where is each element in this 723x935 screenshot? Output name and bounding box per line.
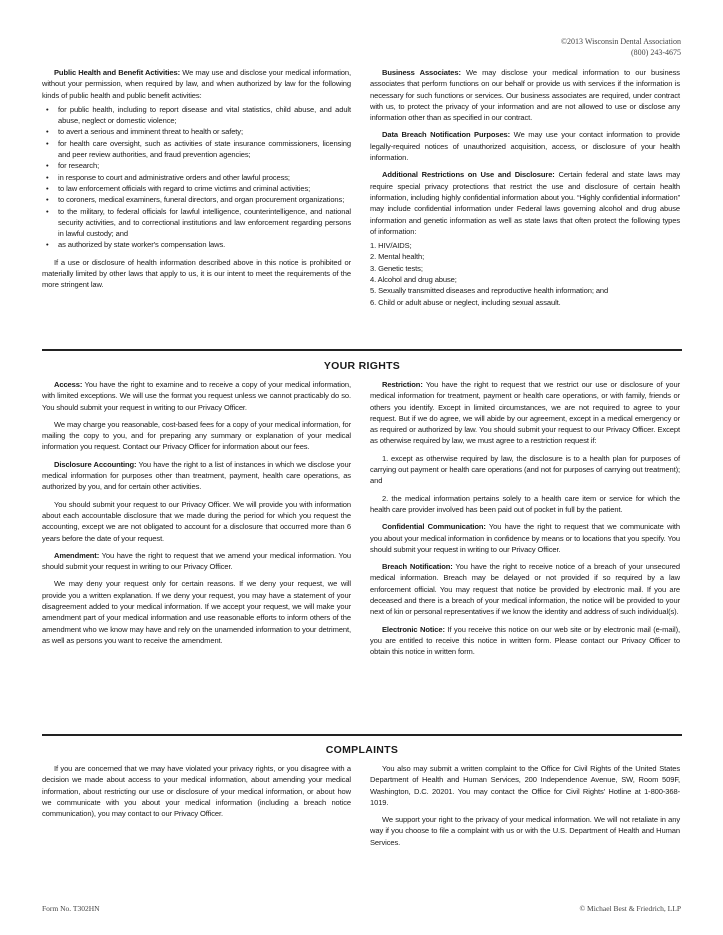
additional-restrictions-title: Additional Restrictions on Use and Disclosure: (382, 170, 555, 180)
list-item: • to the military, to federal officials for lawful intelligence, counterintelligence, and national security activities, and to correctional institutions and law enforcement regarding persons in lawful custody; and (42, 206, 351, 240)
no-retaliation-paragraph: We support your right to the privacy of your medical information. We will not retaliate in any way if you choose to file a complaint with us or with the U.S. Department of Health and Human Services. (370, 815, 680, 847)
list-item: 6. Child or adult abuse or neglect, including sexual assault. (370, 297, 561, 307)
data-breach-title: Data Breach Notification Purposes: (382, 130, 511, 140)
confidential-communication-paragraph: Confidential Communication: You have the right to request that we communicate with you about your medical information in confidence by means or to locations that you specify. You should submit your request in writing to our Privacy Officer. (370, 522, 680, 554)
business-associates-paragraph: Business Associates: We may disclose your medical information to our business associates that perform functions on our behalf or provide us with services if the information is necessary for such functions or services. Our business associates are required, under contract with us, to protect the privacy of your information and are not allowed to use or disclose any information other than as specified in our contract. (370, 68, 680, 123)
list-item: • to coroners, medical examiners, funeral directors, and organ procurement organizations; (42, 194, 351, 205)
restriction-condition-1: 1. except as otherwise required by law, the disclosure is to a health plan for purposes of carrying out payment or health care operations (and not for purposes of carrying out treatment); and (370, 453, 680, 486)
complaints-right-column (370, 763, 680, 848)
list-item: • for research; (42, 160, 351, 171)
electronic-notice-paragraph: Electronic Notice: If you receive this notice on our web site or by electronic mail (e-mail), you are entitled to receive this notice in written form. Please contact our Privacy Officer to obtain this notice in written form. (370, 624, 680, 657)
restriction-paragraph: Restriction: You have the right to request that we restrict our use or disclosure of your medical information for treatment, payment or health care operations, or with family, friends or others you identify. Except in limited circumstances, we are not required to agree to your request. But if we do agree, we will abide by our agreement, except in a medical emergency or as required or authorized by law. You should submit your request to our Privacy Officer. Except as otherwise required by law, we must agree to a restriction request if: (370, 380, 680, 446)
additional-restrictions-paragraph: Additional Restrictions on Use and Disclosure: Certain federal and state laws may require special privacy protections that restrict the use and disclosure of certain health information, including highly confidential information about you. “Highly confidential information” may include confidential information under Federal laws governing alcohol and drug abuse information and genetic information as well as state laws that often protect the following types of information: (370, 170, 680, 236)
access-paragraph: Access: You have the right to examine and to receive a copy of your medical information, with limited exceptions. We will use the format you request unless we cannot practicably do so. You should submit your request in writing to our Privacy Officer. (42, 380, 351, 412)
footer-copyright: © Michael Best & Friedrich, LLP (579, 904, 681, 913)
page-header (381, 36, 681, 58)
list-item: • as authorized by state worker's compensation laws. (42, 239, 351, 250)
public-health-paragraph (42, 67, 351, 101)
list-item: 4. Alcohol and drug abuse; (370, 275, 457, 285)
disclosure-accounting-title: Disclosure Accounting: (54, 459, 137, 469)
amendment-deny-paragraph: We may deny your request only for certain reasons. If we deny your request, we will provide you a written explanation. If we deny your request, you may have a statement of your disagreement added to your medical information. If we accept your request, we will make your amendment part of your medical information and use reasonable efforts to inform others of the amendment who we know may have and rely on the unamended information to your detriment, as well as persons you want to receive the amendment. (42, 579, 351, 645)
fees-paragraph: We may charge you reasonable, cost-based fees for a copy of your medical information, for mailing the copy to you, and for preparing any summary or explanation of your medical information you request. Contact our Privacy Officer for information about our fees. (42, 419, 351, 452)
breach-notification-title: Breach Notification: (382, 562, 453, 572)
top-right-column (370, 67, 680, 308)
data-breach-paragraph: Data Breach Notification Purposes: We may use your contact information to provide legally-required notices of unauthorized acquisition, access, or disclosure of your health information. (370, 130, 681, 163)
public-health-title: Public Health and Benefit Activities: (54, 68, 180, 77)
list-item: • in response to court and administrative orders and other lawful process; (42, 172, 351, 183)
complaints-left-column (42, 763, 351, 819)
your-rights-right-column (370, 379, 680, 658)
header-phone: (800) 243-4675 (631, 48, 681, 57)
restriction-title: Restriction: (382, 380, 423, 389)
protected-information-list (370, 240, 680, 308)
ocr-complaint-paragraph: You also may submit a written complaint to the Office for Civil Rights of the United States Department of Health and Human Services, 200 Independence Avenue, SW, Room 509F, Washington, D.C. 20201. You may contact the Office for Civil Rights' Hotline at 1-800-368-1019. (370, 764, 680, 807)
public-health-text: We may use and disclose your medical information, without your permission, when required by law, and when authorized by law for the following kinds of public health and public benefit activities: (42, 68, 351, 100)
access-title: Access: (54, 380, 83, 389)
complaints-divider (42, 734, 682, 736)
form-number: Form No. T302HN (42, 904, 100, 913)
electronic-notice-title: Electronic Notice: (382, 624, 445, 634)
list-item: 5. Sexually transmitted diseases and reproductive health information; and (370, 286, 609, 296)
header-copyright: ©2013 Wisconsin Dental Association (560, 37, 681, 46)
list-item: 1. HIV/AIDS; (370, 241, 412, 251)
list-item: • for health care oversight, such as activities of state insurance commissioners, licensing and peer review authorities, and fraud prevention agencies; (42, 138, 351, 161)
list-item: 2. Mental health; (370, 252, 425, 262)
complaints-contact-paragraph: If you are concerned that we may have violated your privacy rights, or you disagree with a decision we made about access to your medical information, about amending your medical information, about restricting our use or disclosure of your medical information, or about how we communicate with you about your medical information (including a breach notice communication), you may contact to our Privacy Officer. (42, 764, 351, 819)
restriction-condition-2: 2. the medical information pertains solely to a health care item or service for which the health care provider involved has been paid out of pocket in full by the patient. (370, 493, 680, 514)
your-rights-heading: YOUR RIGHTS (323, 360, 401, 372)
list-item: • for public health, including to report disease and vital statistics, child abuse, and adult abuse, neglect or domestic violence; (42, 104, 351, 127)
amendment-title: Amendment: (54, 550, 100, 560)
list-item: • to avert a serious and imminent threat to health or safety; (42, 126, 351, 137)
business-associates-title: Business Associates: (382, 68, 461, 77)
your-rights-divider (42, 349, 682, 351)
your-rights-left-column (42, 379, 351, 646)
complaints-heading: COMPLAINTS (325, 744, 399, 756)
top-left-column (42, 67, 351, 291)
list-item: • to law enforcement officials with regard to crime victims and criminal activities; (42, 183, 351, 194)
amendment-paragraph: Amendment: You have the right to request that we amend your medical information. You should submit your request in writing to our Privacy Officer. (42, 550, 351, 572)
confidential-communication-title: Confidential Communication: (382, 522, 486, 532)
public-health-list (42, 104, 351, 251)
breach-notification-paragraph: Breach Notification: You have the right to receive notice of a breach of your unsecured medical information. Breach may be delayed or not provided if so required by a law enforcement official. You may request that notice be provided by electronic mail. If you are deceased and there is a breach of your medical information, the notice will be provided to your next of kin or personal representatives if we know the identity and address of such individual(s). (370, 562, 680, 617)
disclosure-accounting-paragraph: Disclosure Accounting: You have the right to a list of instances in which we disclose your medical information for purposes other than treatment, payment, health care operations, as authorized by you, and for certain other activities. (42, 459, 351, 492)
accounting-request-paragraph: You should submit your request to our Privacy Officer. We will provide you with information about each accountable disclosure that we made during the period for which you request the accounting, except we are not obligated to account for a disclosure that occurred more than 6 years before the date of your request. (42, 499, 351, 543)
list-item: 3. Genetic tests; (370, 263, 423, 273)
stringent-law-paragraph: If a use or disclosure of health information described above in this notice is prohibited or materially limited by other laws that apply to us, it is our intent to meet the requirements of the more stringent law. (42, 257, 351, 290)
